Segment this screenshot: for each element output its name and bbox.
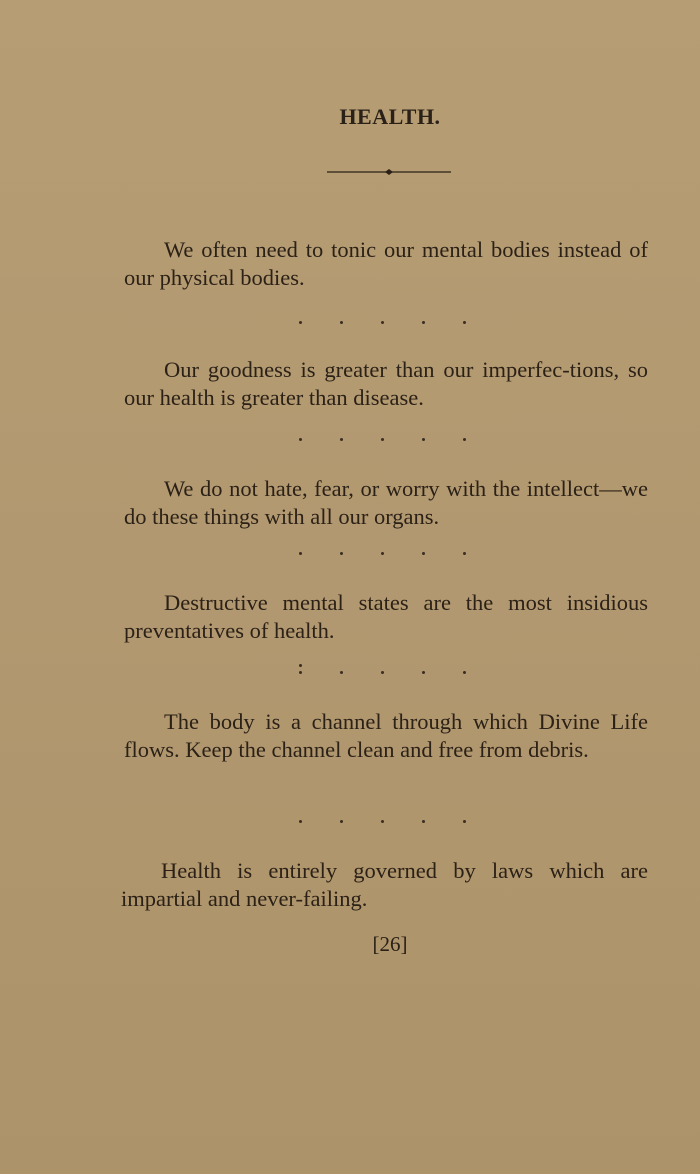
dot-separator <box>295 668 475 678</box>
paragraph-3: We do not hate, fear, or worry with the intellect—we do these things with all our organs. <box>124 476 648 529</box>
dot-separator <box>295 820 475 830</box>
dot-separator <box>295 552 475 562</box>
paragraph-5: The body is a channel through which Divine Life flows. Keep the channel clean and free from debris. <box>124 709 648 762</box>
ornament-divider <box>327 166 451 178</box>
paragraph-2: Our goodness is greater than our imperfec-tions, so our health is greater than disease. <box>124 357 648 410</box>
paragraph-1: We often need to tonic our mental bodies instead of our physical bodies. <box>124 237 648 290</box>
dot-separator <box>295 438 475 448</box>
page-number: [26] <box>372 932 408 956</box>
paragraph-4: Destructive mental states are the most insidious preventatives of health. <box>124 590 648 643</box>
dot-separator <box>295 321 475 331</box>
paragraph-6: Health is entirely governed by laws which are impartial and never-failing. <box>121 858 648 911</box>
page-title: HEALTH. <box>339 104 441 129</box>
